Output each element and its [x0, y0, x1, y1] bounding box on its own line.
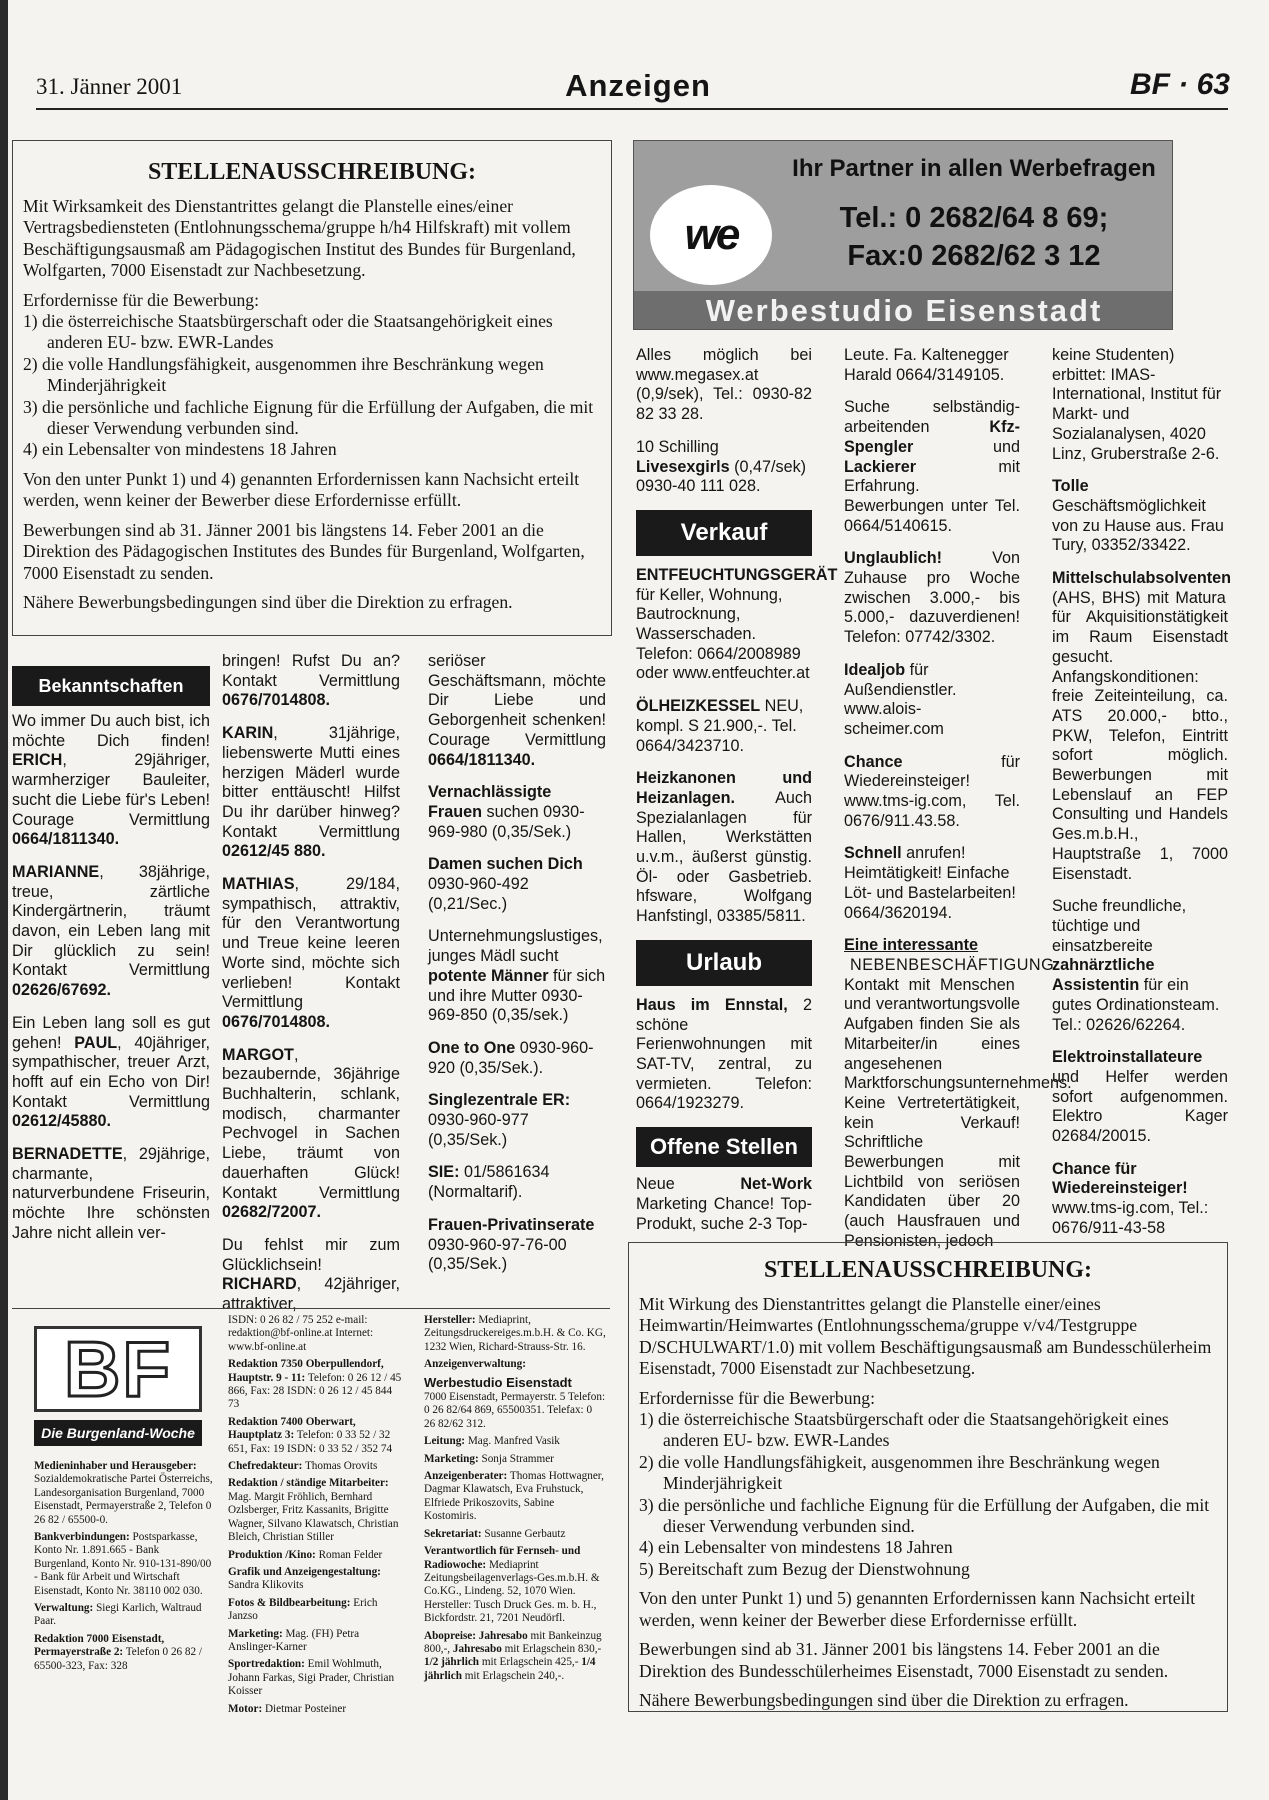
- impressum-entry: Bankverbindungen: Postsparkasse, Konto Nr. 1.891.665 - Bank Burgenland, Konto Nr. 910-131-890/00 - Bank für Arbeit und Wirtschaft Eisenstadt, Konto Nr. 38110 002 030.: [34, 1531, 212, 1597]
- classified-ad: Mittelschulabsolventen (AHS, BHS) mit Matura für Akquisitionstätigkeit im Raum Eisenstadt gesucht. Anfangskonditionen: freie Zeiteinteilung, ca. ATS 20.000,- btto., PKW, Telefon, Eintritt sofort möglich. Bewerbungen mit Lebenslauf an FEP Consulting und Handels Ges.m.b.H., Hauptstraße 1, 7000 Eisenstadt.: [1052, 569, 1231, 883]
- classified-ad: Du fehlst mir zum Glücklichsein! RICHARD, 42jähriger, attraktiver,: [222, 1235, 400, 1314]
- requirements-title: Erfordernisse für die Bewerbung:: [639, 1387, 875, 1408]
- classified-ad: Ein Leben lang soll es gut gehen! PAUL, 40jähriger, sympathischer, treuer Arzt, hofft auf ein Echo von Dir! Kontakt Vermittlung 02612/45880.: [12, 1013, 211, 1131]
- column-bekanntschaften-2: [222, 652, 400, 1328]
- classified-ad: Suche selbständig-arbeitenden Kfz-Spengler und Lackierer mit Erfahrung. Bewerbungen unter Tel. 0664/5140615.: [844, 398, 1020, 535]
- impressum-entry: Abopreise: Jahresabo mit Bankeinzug 800,-, Jahresabo mit Erlagschein 830,- 1/2 jährlich mit Erlagschein 425,- 1/4 jährlich mit Erlagschein 240,-.: [424, 1629, 602, 1682]
- impressum-entry: Chefredakteur: Thomas Orovits: [228, 1460, 378, 1473]
- bf-logo-icon: BF: [34, 1326, 202, 1412]
- classified-ad: KARIN, 31jährige, liebenswerte Mutti eines herzigen Mäderl wurde bitter enttäuscht! Hilfst Du ihr darüber hinweg? Kontakt Vermittlung 02612/45 880.: [222, 724, 400, 861]
- ad-slogan: Ihr Partner in allen Werbefragen: [792, 155, 1156, 182]
- classified-ad: ÖLHEIZKESSEL NEU, kompl. S 21.900,-. Tel. 0664/3423710.: [636, 697, 804, 755]
- impressum-entry: Medieninhaber und Herausgeber: Sozialdemokratische Partei Österreichs, Landesorganisation Burgenland, 7000 Eisenstadt, Permayerstraße 2, Telefon 0 26 82 / 65500-0.: [34, 1460, 213, 1526]
- impressum-entry: Werbestudio Eisenstadt 7000 Eisenstadt, Permayerstr. 5 Telefon: 0 26 82/64 869, 65500351. Telefax: 0 26 82/62 312.: [424, 1374, 606, 1430]
- classified-ad: Unternehmungslustiges, junges Mädl sucht potente Männer für sich und ihre Mutter 0930-969-850 (0,35/sek.): [428, 927, 606, 1025]
- impressum-entry: Sportredaktion: Emil Wohlmuth, Johann Farkas, Sigi Prader, Christian Koisser: [228, 1658, 395, 1698]
- classified-ad: Suche freundliche, tüchtige und einsatzbereite zahnärztliche Assistentin für ein gutes Ordinationsteam. Tel.: 02626/62264.: [1052, 897, 1220, 1034]
- requirement-item: 1) die österreichische Staatsbürgerschaft oder die Staatsangehörigkeit eines anderen EU- bzw. EWR-Landes: [639, 1409, 1169, 1451]
- impressum-entry: Marketing: Mag. (FH) Petra Anslinger-Karner: [228, 1627, 360, 1653]
- impressum-entry: Anzeigenverwaltung:: [424, 1358, 526, 1371]
- waiver-text: Von den unter Punkt 1) und 4) genannten Erfordernissen kann Nachsicht erteilt werden, wenn keiner der Bewerber diese Erfordernisse erfüllt.: [23, 468, 580, 511]
- classified-ad: Eine interessante NEBENBESCHÄFTIGUNG Kontakt mit Menschen und verantwortungsvolle Aufgaben finden Sie als Mitarbeiter/in eines angesehenen Marktforschungsunternehmens. Keine Vertretertätigkeit, kein Verkauf! Schriftliche Bewerbungen mit Lichtbild von seriösen Kandidaten über 20 (auch Hausfrauen und Pensionisten, jedoch: [844, 936, 1072, 1250]
- classified-ad: Neue Net-Work Marketing Chance! Top-Produkt, suche 2-3 Top-: [636, 1175, 812, 1233]
- notice-intro: Mit Wirkung des Dienstantrittes gelangt die Planstelle einer/eines Heimwartin/Heimwartes (Entlohnungsschema/gruppe v/v4/Testgruppe D/SCHULWART/1.0) mit vollem Beschäftigungsausmaß am Bundesschülerheim Eisenstadt, 7000 Eisenstadt zur Nachbesetzung.: [639, 1294, 1212, 1379]
- heading-offene-stellen: Offene Stellen: [636, 1127, 812, 1167]
- classified-ad: Idealjob für Außendienstler. www.alois-scheimer.com: [844, 660, 957, 738]
- classified-ad: 10 Schilling Livesexgirls (0,47/sek) 0930-40 111 028.: [636, 437, 807, 496]
- classified-ad: BERNADETTE, 29jährige, charmante, naturverbundene Friseurin, möchte Ihre schönsten Jahre nicht allein ver-: [12, 1145, 210, 1242]
- impressum-entry: Anzeigenberater: Thomas Hottwagner, Dagmar Klawatsch, Eva Fruhstuck, Elfriede Prikoszovits, Sabine Kostomiris.: [424, 1470, 604, 1523]
- ad-contact: [779, 199, 1169, 275]
- classified-ad: Chance für Wiedereinsteiger! www.tms-ig.com, Tel.: 0676/911-43-58: [1052, 1159, 1209, 1237]
- bf-tagline: Die Burgenland-Woche: [34, 1420, 202, 1446]
- classified-ad: Haus im Ennstal, 2 schöne Ferienwohnungen mit SAT-TV, zentral, zu vermieten. Telefon: 0664/1923279.: [636, 995, 812, 1113]
- application-text: Bewerbungen sind ab 31. Jänner 2001 bis längstens 14. Feber 2001 an die Direktion des Bundesschülerheimes Eisenstadt, 7000 Eisenstadt zu senden.: [639, 1639, 1169, 1681]
- impressum-entry: Grafik und Anzeigengestaltung: Sandra Klikovits: [228, 1565, 381, 1592]
- column-verkauf: [636, 346, 838, 1247]
- classified-ad: bringen! Rufst Du an? Kontakt Vermittlung 0676/7014808.: [222, 652, 400, 710]
- classified-ad: Schnell anrufen! Heimtätigkeit! Einfache Löt- und Bastelarbeiten! 0664/3620194.: [844, 844, 1016, 922]
- issue-date: 31. Jänner 2001: [36, 74, 183, 99]
- notice-intro: Mit Wirksamkeit des Dienstantrittes gelangt die Planstelle eines/einer Vertragsbediensteten (Entlohnungsschema/gruppe h/h4 Hilfskraft) mit vollem Beschäftigungsausmaß am Pädagogischen Institut des Bundes für Burgenland, Wolfgarten, 7000 Eisenstadt zur Nachbesetzung.: [23, 196, 576, 281]
- job-notice-pi: [12, 140, 612, 636]
- classified-ad: Leute. Fa. Kaltenegger Harald 0664/3149105.: [844, 346, 1009, 384]
- header-rule: [36, 108, 1228, 110]
- ad-company: Werbestudio Eisenstadt: [705, 293, 1103, 328]
- classified-ad: keine Studenten) erbittet: IMAS-International, Institut für Markt- und Sozialanalysen, 4020 Linz, Gruberstraße 2-6.: [1052, 346, 1222, 463]
- classified-ad: Alles möglich bei www.megasex.at (0,9/sek), Tel.: 0930-82 82 33 28.: [636, 346, 812, 424]
- column-bekanntschaften-3: [428, 652, 606, 1288]
- requirement-item: 3) die persönliche und fachliche Eignung für die Erfüllung der Aufgaben, die mit dieser Verwendung verbunden sind.: [23, 396, 594, 439]
- heading-urlaub: Urlaub: [636, 940, 812, 986]
- requirement-item: 4) ein Lebensalter von mindestens 18 Jahren: [23, 439, 337, 460]
- ad-fax: Fax:0 2682/62 3 12: [847, 240, 1101, 272]
- classified-ad: Unglaublich! Von Zuhause pro Woche zwischen 3.000,- bis 5.000,- dazuverdienen! Telefon: 07742/3302.: [844, 549, 1020, 647]
- impressum-entry: Leitung: Mag. Manfred Vasik: [424, 1435, 560, 1448]
- ad-phone: Tel.: 0 2682/64 8 69;: [839, 202, 1109, 234]
- impressum-entry: Fotos & Bildbearbeitung: Erich Janzso: [228, 1596, 378, 1623]
- classified-ad: Wo immer Du auch bist, ich möchte Dich finden! ERICH, 29jähriger, warmherziger Bauleiter, sucht die Liebe für's Leben! Courage Vermittlung 0664/1811340.: [12, 712, 210, 849]
- requirement-item: 4) ein Lebensalter von mindestens 18 Jahren: [639, 1537, 953, 1558]
- classified-ad: MARGOT, bezaubernde, 36jährige Buchhalterin, schlank, modisch, charmanter Pechvogel in Sachen Liebe, träumt von dauerhaften Glück! Kontakt Vermittlung 02682/72007.: [222, 1045, 400, 1222]
- requirement-item: 1) die österreichische Staatsbürgerschaft oder die Staatsangehörigkeit eines anderen EU- bzw. EWR-Landes: [23, 311, 553, 353]
- classified-ad: Chance für Wiedereinsteiger! www.tms-ig.com, Tel. 0676/911.43.58.: [844, 752, 1020, 830]
- classified-ad: ENTFEUCHTUNGSGERÄT für Keller, Wohnung, Bautrocknung, Wasserschaden. Telefon: 0664/2008989 oder www.entfeuchter.at: [636, 565, 838, 683]
- impressum-entry: ISDN: 0 26 82 / 75 252 e-mail: redaktion@bf-online.at Internet: www.bf-online.at: [228, 1314, 374, 1353]
- classified-ad: Vernachlässigte Frauen suchen 0930-969-980 (0,35/Sek.): [428, 783, 585, 841]
- impressum-entry: Redaktion 7400 Oberwart, Hauptplatz 3: Telefon: 0 33 52 / 32 651, Fax: 19 ISDN: 0 33 52 / 352 74: [228, 1415, 393, 1455]
- impressum-entry: Redaktion 7350 Oberpullendorf, Hauptstr. 9 - 11: Telefon: 0 26 12 / 45 866, Fax: 28 ISDN: 0 26 12 / 45 844 73: [228, 1358, 402, 1411]
- impressum-col-1: [34, 1460, 214, 1677]
- impressum-entry: Marketing: Sonja Strammer: [424, 1452, 554, 1465]
- impressum-entry: Redaktion / ständige Mitarbeiter: Mag. Margit Fröhlich, Bernhard Ozlsberger, Fritz Kassanits, Brigitte Wagner, Silvano Klawatsch, Christian Bleich, Christian Stiller: [228, 1477, 399, 1544]
- classified-ad: Singlezentrale ER: 0930-960-977 (0,35/Sek.): [428, 1091, 571, 1149]
- impressum-entry: Verwaltung: Siegi Karlich, Waltraud Paar.: [34, 1602, 202, 1628]
- classified-ad: Elektroinstallateure und Helfer werden sofort aufgenommen. Elektro Kager 02684/20015.: [1052, 1048, 1228, 1146]
- classified-ad: Frauen-Privatinserate 0930-960-97-76-00 (0,35/Sek.): [428, 1215, 595, 1274]
- requirement-item: 2) die volle Handlungsfähigkeit, ausgenommen ihre Beschränkung wegen Minderjährigkeit: [639, 1451, 1160, 1494]
- classified-ad: SIE: 01/5861634 (Normaltarif).: [428, 1163, 550, 1202]
- impressum-col-3: [424, 1314, 606, 1687]
- heading-bekanntschaften: Bekanntschaften: [12, 666, 210, 706]
- section-title: Anzeigen: [565, 68, 711, 103]
- page-number: BF · 63: [1129, 68, 1230, 101]
- impressum-col-2: [228, 1314, 406, 1720]
- requirement-item: 5) Bereitschaft zum Bezug der Dienstwohnung: [639, 1558, 970, 1579]
- requirements-list: [639, 1409, 1217, 1580]
- impressum-entry: Redaktion 7000 Eisenstadt, Permayerstraße 2: Telefon 0 26 82 / 65500-323, Fax: 328: [34, 1632, 203, 1672]
- impressum-entry: Verantwortlich für Fernseh- und Radiowoche: Mediaprint Zeitungsbeilagenverlags-Ges.m.b.H. & Co.KG., Lindeng. 52, 1070 Wien. Hersteller: Tusch Druck Ges. m. b. H., Bickfordstr. 21, 7201 Neudörfl.: [424, 1545, 600, 1625]
- heading-verkauf: Verkauf: [636, 510, 812, 556]
- classified-ad: seriöser Geschäftsmann, möchte Dir Liebe und Geborgenheit schenken! Courage Vermittlung 0664/1811340.: [428, 652, 606, 769]
- column-stellen-1: [844, 346, 1072, 1265]
- werbestudio-advert: [633, 140, 1173, 330]
- classified-ad: One to One 0930-960-920 (0,35/Sek.).: [428, 1038, 594, 1077]
- notice-title: STELLENAUSSCHREIBUNG:: [763, 1257, 1093, 1283]
- page-edge-shadow: [0, 0, 8, 1800]
- classified-ad: MATHIAS, 29/184, sympathisch, attraktiv, für den Verantwortung und Treue keine leeren Worte sind, möchte sich verlieben! Kontakt Vermittlung 0676/7014808.: [222, 875, 400, 1031]
- impressum-entry: Sekretariat: Susanne Gerbautz: [424, 1527, 566, 1540]
- requirements-title: Erfordernisse für die Bewerbung:: [23, 289, 259, 310]
- classified-ad: Tolle Geschäftsmöglichkeit von zu Hause aus. Frau Tury, 03352/33422.: [1052, 477, 1224, 555]
- impressum-entry: Hersteller: Mediaprint, Zeitungsdruckereiges.m.b.H. & Co. KG, 1232 Wien, Richard-Strauss-Str. 16.: [424, 1314, 606, 1353]
- application-text: Bewerbungen sind ab 31. Jänner 2001 bis längstens 14. Feber 2001 an die Direktion des Pädagogischen Institutes des Bundes für Burgenland, Wolfgarten, 7000 Eisenstadt zu senden.: [23, 519, 585, 583]
- waiver-text: Von den unter Punkt 1) und 5) genannten Erfordernissen kann Nachsicht erteilt werden, wenn keiner der Bewerber diese Erfordernisse erfüllt.: [639, 1588, 1196, 1630]
- classified-ad: Damen suchen Dich 0930-960-492 (0,21/Sec.): [428, 855, 583, 913]
- details-text: Nähere Bewerbungsbedingungen sind über die Direktion zu erfragen.: [23, 591, 513, 612]
- notice-title: STELLENAUSSCHREIBUNG:: [147, 159, 477, 185]
- requirement-item: 2) die volle Handlungsfähigkeit, ausgenommen ihre Beschränkung wegen Minderjährigkeit: [23, 353, 544, 396]
- classified-ad: MARIANNE, 38jährige, treue, zärtliche Kindergärtnerin, träumt davon, ein Leben lang mit Dir glücklich zu sein! Kontakt Vermittlung 02626/67692.: [12, 862, 210, 1000]
- impressum-entry: Motor: Dietmar Posteiner: [228, 1702, 347, 1715]
- impressum-entry: Produktion /Kino: Roman Felder: [228, 1548, 383, 1561]
- we-logo-icon: we: [650, 185, 772, 285]
- requirement-item: 3) die persönliche und fachliche Eignung für die Erfüllung der Aufgaben, die mit dieser Verwendung verbunden sind.: [639, 1494, 1210, 1537]
- column-stellen-2: [1052, 346, 1231, 1252]
- details-text: Nähere Bewerbungsbedingungen sind über die Direktion zu erfragen.: [639, 1689, 1129, 1710]
- job-notice-schuelerheim: [628, 1242, 1228, 1712]
- requirements-list: [23, 311, 601, 461]
- column-bekanntschaften-1: [12, 666, 210, 1257]
- classified-ad: Heizkanonen und Heizanlagen. Auch Spezialanlagen für Hallen, Werkstätten u.v.m., äußerst günstig. Öl- oder Gasbetrieb. hfsware, Wolfgang Hanfstingl, 03385/5811.: [636, 769, 812, 926]
